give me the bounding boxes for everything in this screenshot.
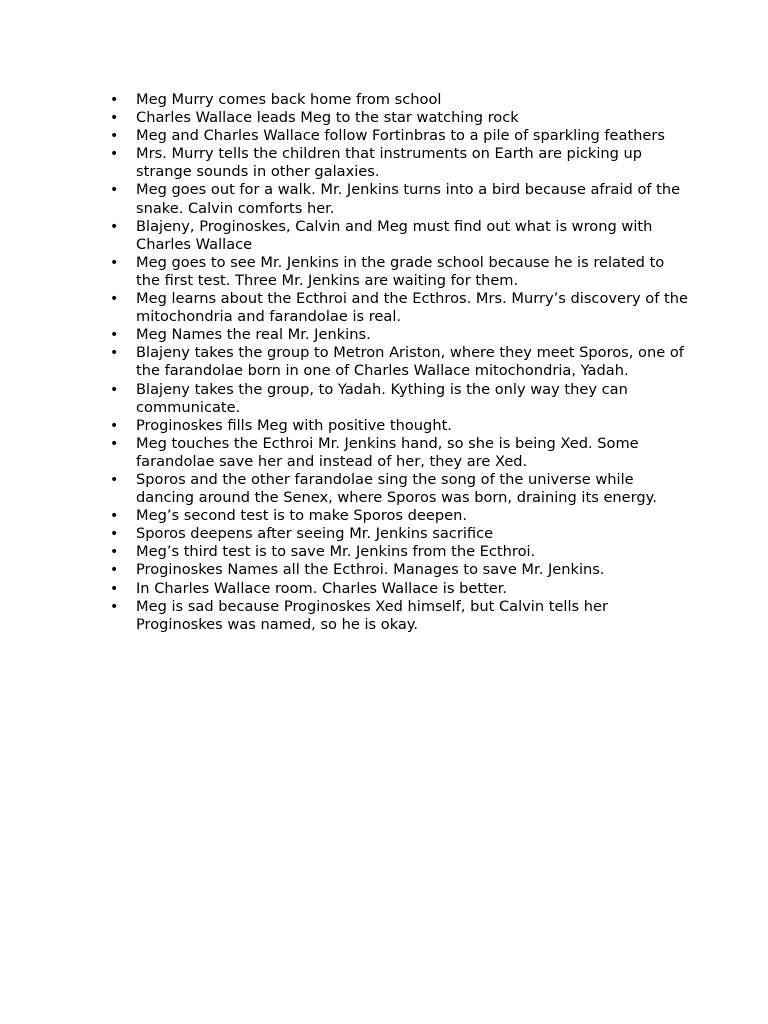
list-item [110,218,690,254]
list-item [110,561,690,579]
list-item-text: Proginoskes fills Meg with positive thought. [136,416,452,434]
bullet-icon: • [110,92,119,108]
bullet-icon: • [110,128,119,145]
list-item [110,471,690,507]
bullet-icon: • [110,291,119,308]
bullet-icon: • [110,598,119,615]
list-item [110,290,690,326]
list-item-text: Proginoskes Names all the Ecthroi. Manages to save Mr. Jenkins. [136,561,605,579]
list-item [110,525,690,543]
bullet-icon: • [110,182,119,199]
bullet-icon: • [110,580,119,597]
list-item-text: Meg goes out for a walk. Mr. Jenkins turns into a bird because afraid of the snake. Calvin comforts her. [136,181,681,217]
bullet-icon: • [110,562,119,579]
list-item-text: Blajeny takes the group, to Yadah. Kything is the only way they can communicate. [136,380,628,416]
list-item [110,326,690,344]
list-item-text: Charles Wallace leads Meg to the star watching rock [136,109,519,127]
bullet-icon: • [110,471,119,488]
list-item-text: Mrs. Murry tells the children that instruments on Earth are picking up strange sounds in other galaxies. [136,145,643,181]
list-item [110,109,690,127]
bullet-icon: • [110,110,119,127]
list-item [110,507,690,525]
list-item-text: Meg and Charles Wallace follow Fortinbras to a pile of sparkling feathers [136,127,666,145]
list-item-text: Meg learns about the Ecthroi and the Ecthros. Mrs. Murry’s discovery of the mitochondria and farandolae is real. [136,290,688,326]
list-item [110,598,690,634]
list-item-text: Meg goes to see Mr. Jenkins in the grade school because he is related to the first test. Three Mr. Jenkins are waiting for them. [136,253,665,289]
list-item-text: Meg Names the real Mr. Jenkins. [136,326,371,344]
bullet-icon: • [110,345,119,362]
bullet-icon: • [110,381,119,398]
list-item [110,181,690,217]
summary-bullet-list [110,91,690,634]
bullet-icon: • [110,417,119,434]
list-item-text: Blajeny takes the group to Metron Ariston, where they meet Sporos, one of the farandolae born in one of Charles Wallace mitochondria, Yadah. [136,344,684,380]
list-item [110,580,690,598]
list-item-text: Sporos deepens after seeing Mr. Jenkins sacrifice [136,525,494,543]
bullet-icon: • [110,544,119,561]
list-item-text: Meg is sad because Proginoskes Xed himself, but Calvin tells her Proginoskes was named, so he is okay. [136,597,609,633]
bullet-icon: • [110,254,119,271]
list-item [110,435,690,471]
list-item [110,145,690,181]
bullet-icon: • [110,435,119,452]
list-item [110,543,690,561]
list-item-text: Meg’s second test is to make Sporos deepen. [136,507,468,525]
bullet-icon: • [110,508,119,525]
bullet-icon: • [110,218,119,235]
list-item [110,254,690,290]
list-item [110,344,690,380]
list-item-text: Meg touches the Ecthroi Mr. Jenkins hand, so she is being Xed. Some farandolae save her and instead of her, they are Xed. [136,434,639,470]
list-item-text: Sporos and the other farandolae sing the song of the universe while dancing around the Senex, where Sporos was born, draining its energy. [136,470,657,507]
list-item [110,91,690,109]
bullet-icon: • [110,146,119,163]
list-item [110,381,690,417]
list-item-text: Blajeny, Proginoskes, Calvin and Meg must find out what is wrong with Charles Wallace [136,217,653,253]
list-item-text: In Charles Wallace room. Charles Wallace is better. [136,579,508,597]
bullet-icon: • [110,526,119,543]
bullet-icon: • [110,327,119,344]
list-item-text: Meg Murry comes back home from school [136,91,442,108]
list-item [110,417,690,435]
list-item-text: Meg’s third test is to save Mr. Jenkins from the Ecthroi. [136,543,536,561]
list-item [110,127,690,145]
